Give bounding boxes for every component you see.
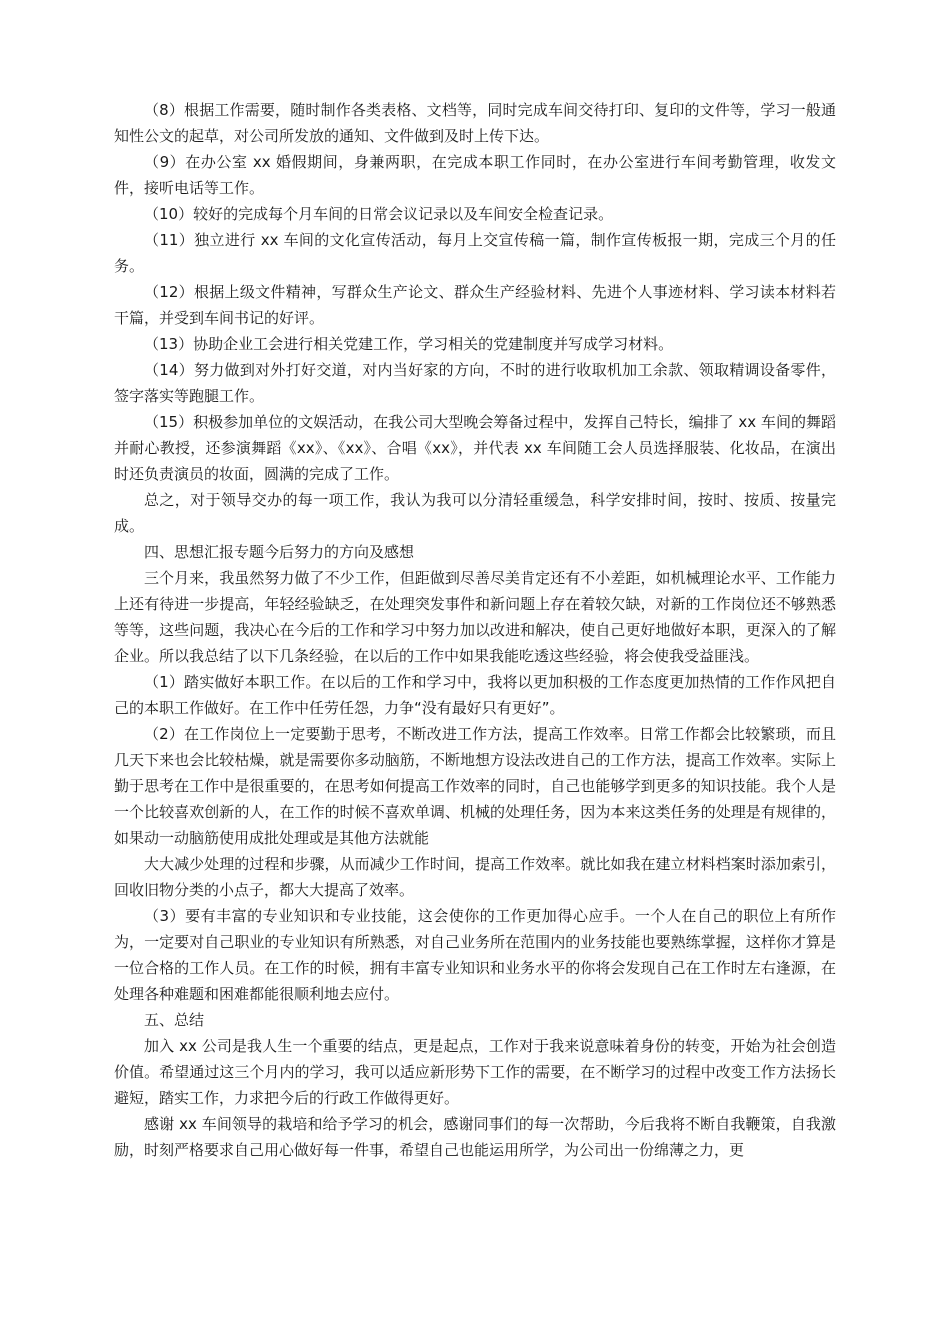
paragraph-reflection: 三个月来，我虽然努力做了不少工作，但距做到尽善尽美肯定还有不小差距，如机械理论水平、工作能力上还有待进一步提高，年轻经验缺乏，在处理突发事件和新问题上存在着较欠缺，对新的工作岗位还不够熟悉等等，这些问题，我决心在今后的工作和学习中努力加以改进和解决，使自己更好地做好本职，更深入的了解企业。所以我总结了以下几条经验，在以后的工作中如果我能吃透这些经验，将会使我受益匪浅。 bbox=[114, 569, 836, 665]
paragraph-item-12: （12）根据上级文件精神，写群众生产论文、群众生产经验材料、先进个人事迹材料、学习读本材料若干篇，并受到车间书记的好评。 bbox=[114, 283, 836, 327]
section-heading-4: 四、思想汇报专题今后努力的方向及感想 bbox=[144, 543, 415, 561]
document-page bbox=[114, 97, 836, 1163]
paragraph-item-9: （9）在办公室 xx 婚假期间，身兼两职，在完成本职工作同时，在办公室进行车间考勤管理，收发文件，接听电话等工作。 bbox=[114, 153, 836, 197]
paragraph-conclusion-1: 加入 xx 公司是我人生一个重要的结点，更是起点，工作对于我来说意味着身份的转变，开始为社会创造价值。希望通过这三个月内的学习，我可以适应新形势下工作的需要，在不断学习的过程中改变工作方法扬长避短，踏实工作，力求把今后的行政工作做得更好。 bbox=[114, 1037, 836, 1107]
paragraph-point-1: （1）踏实做好本职工作。在以后的工作和学习中，我将以更加积极的工作态度更加热情的工作作风把自己的本职工作做好。在工作中任劳任怨，力争“没有最好只有更好”。 bbox=[114, 673, 836, 717]
paragraph-item-14: （14）努力做到对外打好交道，对内当好家的方向，不时的进行收取机加工余款、领取精调设备零件，签字落实等跑腿工作。 bbox=[114, 361, 836, 405]
paragraph-item-15: （15）积极参加单位的文娱活动，在我公司大型晚会筹备过程中，发挥自己特长，编排了 xx 车间的舞蹈并耐心教授，还参演舞蹈《xx》、《xx》、合唱《xx》，并代表 xx 车间随工会人员选择服装、化妆品，在演出时还负责演员的妆面，圆满的完成了工作。 bbox=[114, 413, 836, 483]
paragraph-point-2: （2）在工作岗位上一定要勤于思考，不断改进工作方法，提高工作效率。日常工作都会比较繁琐，而且几天下来也会比较枯燥，就是需要你多动脑筋，不断地想方设法改进自己的工作方法，提高工作效率。实际上勤于思考在工作中是很重要的，在思考如何提高工作效率的同时，自己也能够学到更多的知识技能。我个人是一个比较喜欢创新的人，在工作的时候不喜欢单调、机械的处理任务，因为本来这类任务的处理是有规律的，如果动一动脑筋使用成批处理或是其他方法就能 bbox=[114, 725, 836, 847]
paragraph-item-11: （11）独立进行 xx 车间的文化宣传活动，每月上交宣传稿一篇，制作宣传板报一期，完成三个月的任务。 bbox=[114, 231, 836, 275]
paragraph-item-8: （8）根据工作需要，随时制作各类表格、文档等，同时完成车间交待打印、复印的文件等，学习一般通知性公文的起草，对公司所发放的通知、文件做到及时上传下达。 bbox=[114, 101, 836, 145]
paragraph-conclusion-2: 感谢 xx 车间领导的栽培和给予学习的机会，感谢同事们的每一次帮助，今后我将不断自我鞭策，自我激励，时刻严格要求自己用心做好每一件事，希望自己也能运用所学，为公司出一份绵薄之力，更 bbox=[114, 1115, 836, 1159]
paragraph-point-2-continued: 大大减少处理的过程和步骤，从而减少工作时间，提高工作效率。就比如我在建立材料档案时添加索引，回收旧物分类的小点子，都大大提高了效率。 bbox=[114, 855, 836, 899]
paragraph-item-10: （10）较好的完成每个月车间的日常会议记录以及车间安全检查记录。 bbox=[144, 205, 614, 223]
paragraph-summary: 总之，对于领导交办的每一项工作，我认为我可以分清轻重缓急，科学安排时间，按时、按质、按量完成。 bbox=[114, 491, 836, 535]
paragraph-item-13: （13）协助企业工会进行相关党建工作，学习相关的党建制度并写成学习材料。 bbox=[144, 335, 674, 353]
paragraph-point-3: （3）要有丰富的专业知识和专业技能，这会使你的工作更加得心应手。一个人在自己的职位上有所作为，一定要对自己职业的专业知识有所熟悉，对自己业务所在范围内的业务技能也要熟练掌握，这样你才算是一位合格的工作人员。在工作的时候，拥有丰富专业知识和业务水平的你将会发现自己在工作时左右逢源，在处理各种难题和困难都能很顺利地去应付。 bbox=[114, 907, 836, 1003]
section-heading-5: 五、总结 bbox=[144, 1011, 205, 1029]
